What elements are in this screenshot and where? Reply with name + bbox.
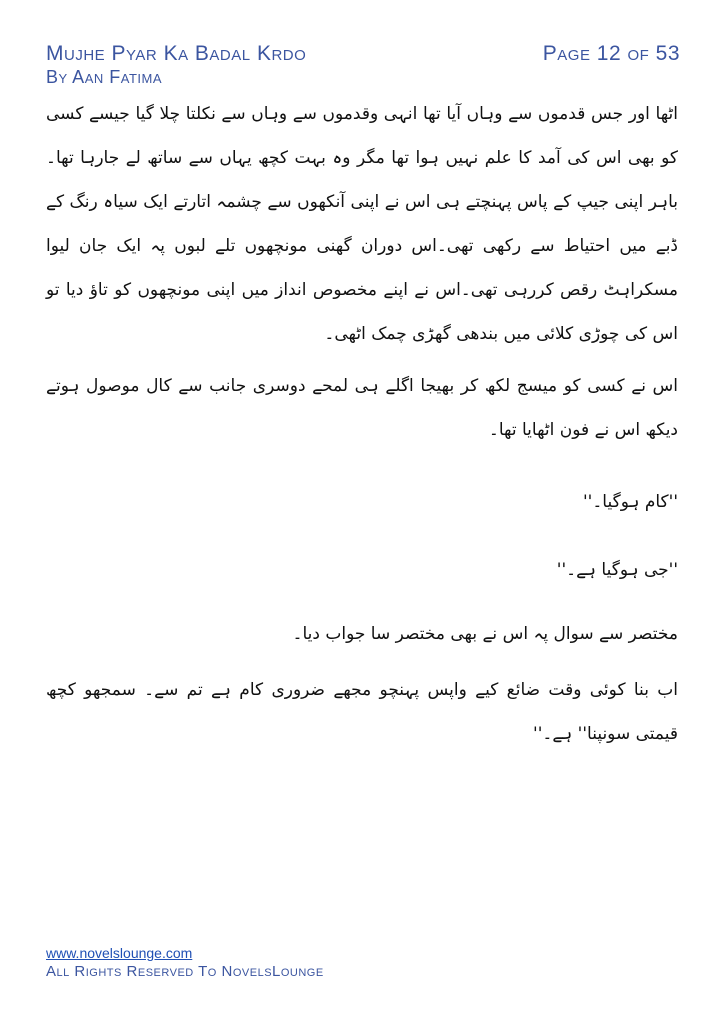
page-number: Page 12 of 53 [542,42,680,65]
footer [46,944,324,982]
copyright-notice: All Rights Reserved To NovelsLounge [46,963,324,980]
paragraph: اس نے کسی کو میسج لکھ کر بھیجا اگلے ہی لمحے دوسری جانب سے کال موصول ہوتے دیکھ اس نے فون اٹھایا تھا۔ [46,376,678,440]
paragraph: اٹھا اور جس قدموں سے وہاں آیا تھا انہی وقدموں سے وہاں سے نکلتا چلا گیا جیسے کسی کو بھی اس کی آمد کا علم نہیں ہوا تھا مگر وہ بہت کچھ یہاں سے ساتھ لے جارہا تھا۔ باہر اپنی جیپ کے پاس پہنچتے ہی اس نے اپنی آنکھوں سے چشمہ اتارتے ایک سیاہ رنگ کے ڈبے میں احتیاط سے رکھی تھی۔اس دوران گھنی مونچھوں تلے لبوں پہ ایک جان لیوا مسکراہٹ رقص کررہی تھی۔اس نے اپنے مخصوص انداز میں اپنی مونچھوں کو تاؤ دیا تو اس کی چوڑی کلائی میں بندھی گھڑی چمک اٹھی۔ [46,104,678,344]
paragraph: مختصر سے سوال پہ اس نے بھی مختصر سا جواب دیا۔ [292,624,678,644]
dialogue-line: ''جی ہوگیا ہے۔'' [556,560,678,580]
novel-title: Mujhe Pyar Ka Badal Krdo [46,42,307,65]
dialogue-line: ''کام ہوگیا۔'' [582,492,678,512]
author-name: By Aan Fatima [46,67,163,87]
paragraph: اب بنا کوئی وقت ضائع کیے واپس پہنچو مجھے ضروری کام ہے تم سے۔ سمجھو کچھ قیمتی سونپنا'' ہے۔'' [46,680,678,744]
story-text [46,92,678,756]
header [46,42,306,88]
website-link[interactable]: www.novelslounge.com [46,945,193,961]
